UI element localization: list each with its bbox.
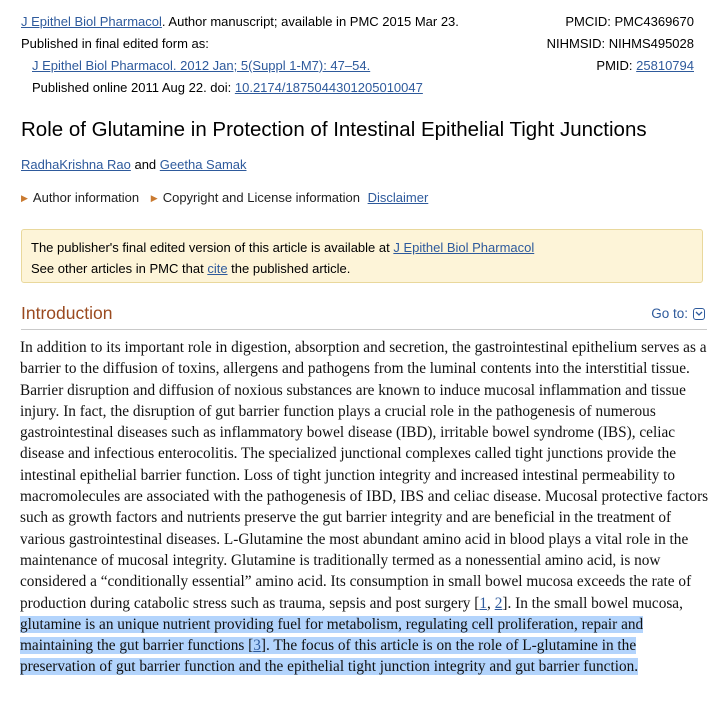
citation-line [21, 55, 459, 77]
author-link-1[interactable]: RadhaKrishna Rao [21, 157, 131, 172]
reference-link-1[interactable]: 1 [479, 594, 488, 612]
pmid-line [547, 55, 694, 77]
article-title: Role of Glutamine in Protection of Intestinal Epithelial Tight Junctions [21, 118, 647, 141]
pmid-label: PMID: [596, 58, 637, 73]
notice-suffix-2: the published article. [227, 261, 351, 276]
online-line [21, 77, 459, 99]
notice-prefix-2: See other articles in PMC that [31, 261, 208, 276]
notice-prefix-1: The publisher's final edited version of this article is available at [31, 240, 394, 255]
reference-link-3[interactable]: 3 [253, 637, 261, 655]
intro-paragraph [20, 337, 710, 678]
goto-menu[interactable] [651, 306, 705, 321]
triangle-right-icon: ▶ [21, 193, 28, 203]
manuscript-line [21, 11, 459, 33]
ref-comma: , [487, 594, 495, 612]
selected-text-1: glutamine is an unique nutrient providing fuel for metabolism, regulating cell proliferation, repair and maintaining the gut barrier functions [ [20, 615, 644, 655]
intro-text: In addition to its important role in digestion, absorption and secretion, the gastrointestinal epithelium serves as a barrier to the diffusion of toxins, allergens and pathogens from the luminal contents into the interstitial tissue. Barrier disruption and diffusion of noxious substances are known to induce mucosal inflammation and tissue injury. In fact, the disruption of gut barrier function plays a crucial role in the pathogenesis of numerous gastrointestinal diseases such as inflammatory bowel disease (IBD), irritable bowel syndrome (IBS), celiac disease and infectious enterocolitis. The specialized junctional complexes called tight junctions provide the intestinal epithelial barrier function. Loss of tight junction integrity and increased intestinal permeability to macromolecules are associated with the pathogenesis of IBD, IBS and celiac disease. Mucosal protective factors such as growth factors and nutrients preserve the gut barrier integrity and are beneficial in the treatment of various gastrointestinal diseases. L-Glutamine the most abundant amino acid in blood plays a vital role in the maintenance of mucosal integrity. Glutamine is traditionally termed as a nonessential amino acid, is now considered a “conditionally essential” amino acid. Its consumption in small bowel mucosa exceeds the rate of production during catabolic stress such as trauma, sepsis and post surgery [ [20, 339, 709, 612]
header-left [21, 11, 459, 99]
pmcid: PMCID: PMC4369670 [565, 14, 694, 29]
doi-link[interactable]: 10.2174/1875044301205010047 [234, 80, 423, 95]
journal-link[interactable]: J Epithel Biol Pharmacol [21, 14, 162, 29]
publisher-notice [21, 229, 703, 283]
publisher-journal-link[interactable]: J Epithel Biol Pharmacol [393, 240, 535, 255]
notice-line-1 [31, 237, 693, 258]
goto-label: Go to: [651, 306, 688, 321]
online-prefix: Published online 2011 Aug 22. doi: [32, 80, 235, 95]
disclaimer-link[interactable]: Disclaimer [367, 190, 429, 205]
selected-text [20, 616, 643, 676]
selected-text-2: ]. The focus of this article is on the role of L-glutamine in the preservation of gut barrier function and the epithelial tight junction integrity and gut barrier function. [20, 637, 639, 676]
header-right [547, 11, 694, 77]
chevron-down-icon[interactable] [693, 308, 705, 320]
section-title: Introduction [21, 303, 113, 323]
section-header [21, 301, 707, 330]
pmid-link[interactable]: 25810794 [636, 58, 694, 73]
author-link-2[interactable]: Geetha Samak [159, 157, 247, 172]
author-info-label: Author information [32, 190, 140, 205]
reference-link-2[interactable]: 2 [494, 594, 503, 612]
author-separator: and [130, 157, 160, 172]
citation-link[interactable]: J Epithel Biol Pharmacol. 2012 Jan; 5(Suppl 1-M7): 47–54. [32, 58, 371, 73]
triangle-right-icon: ▶ [150, 193, 158, 203]
copyright-label: Copyright and License information [162, 190, 360, 205]
intro-text-2: ]. In the small bowel mucosa, [502, 594, 683, 612]
cite-link[interactable]: cite [207, 261, 228, 276]
article-meta [21, 190, 428, 205]
copyright-toggle[interactable] [151, 190, 360, 205]
author-info-toggle[interactable] [21, 190, 139, 205]
notice-line-2 [31, 258, 693, 279]
published-label: Published in final edited form as: [21, 36, 209, 51]
manuscript-note: . Author manuscript; available in PMC 2015 Mar 23. [161, 14, 459, 29]
nihmsid: NIHMSID: NIHMS495028 [546, 36, 694, 51]
authors [21, 157, 247, 172]
